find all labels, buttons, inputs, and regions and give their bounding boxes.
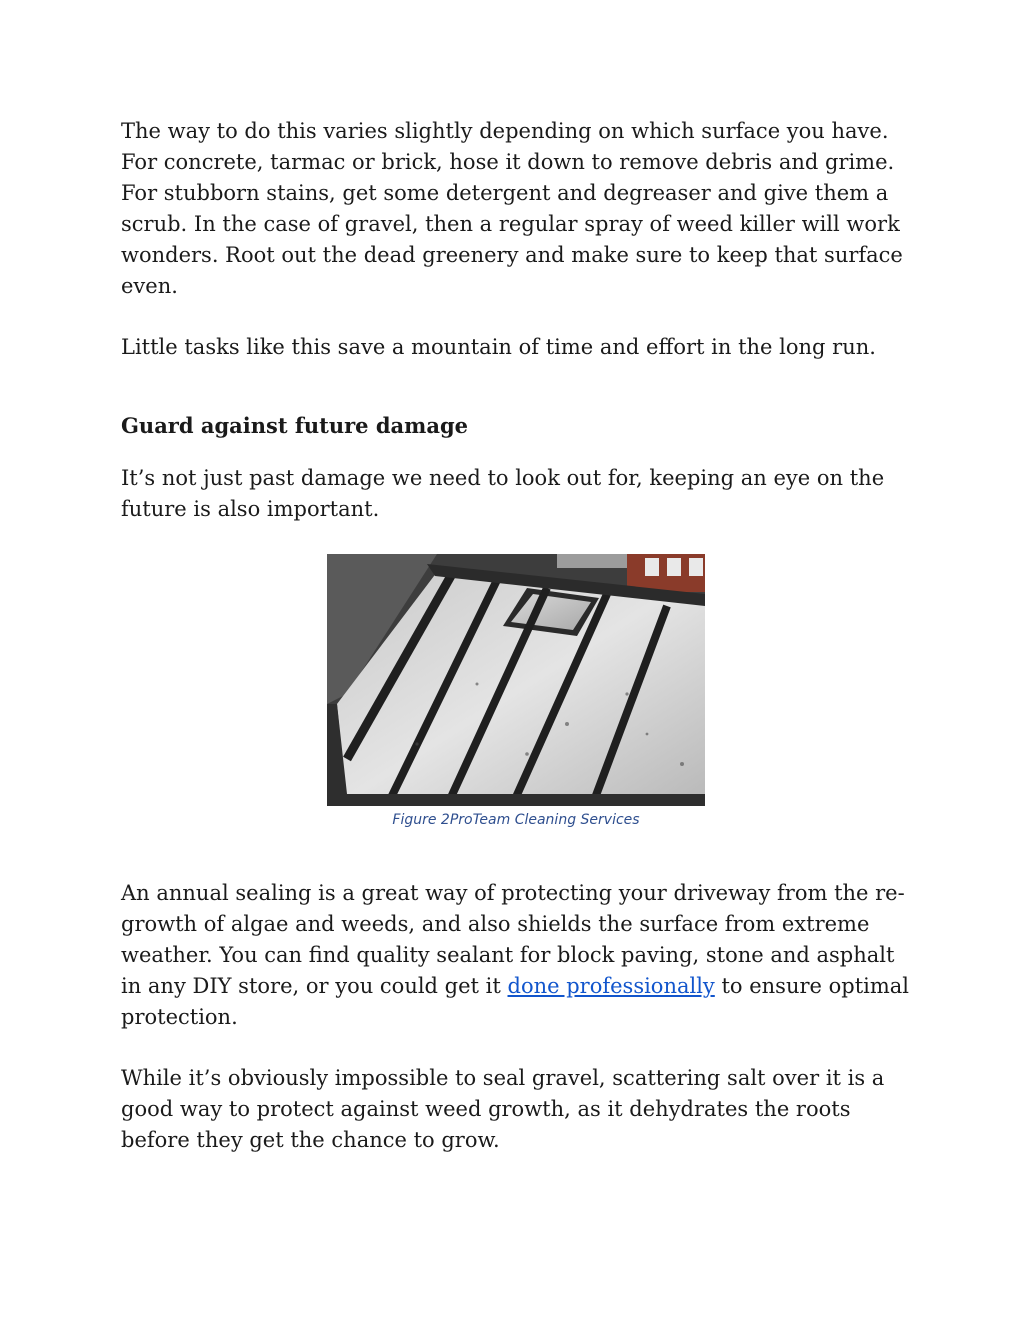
section-heading: Guard against future damage [121, 413, 469, 438]
figure-caption: Figure 2ProTeam Cleaning Services [392, 812, 640, 828]
paragraph-little-tasks: Little tasks like this save a mountain of time and effort in the long run. [121, 335, 876, 359]
figure [121, 554, 911, 828]
paragraph-annual-sealing [121, 878, 911, 1033]
paragraph-gravel-salt: While it’s obviously impossible to seal gravel, scattering salt over it is a good way to protect against weed growth, as it dehydrates the roots before they get the chance to grow. [121, 1066, 885, 1152]
document-page [121, 116, 911, 1156]
paragraph-surface-cleaning: The way to do this varies slightly depending on which surface you have. For concrete, tarmac or brick, hose it down to remove debris and grime. For stubborn stains, get some detergent and degreaser and give them a scrub. In the case of gravel, then a regular spray of weed killer will work wonders. Root out the dead greenery and make sure to keep that surface even. [121, 119, 903, 298]
done-professionally-link[interactable]: done professionally [507, 974, 715, 998]
sealing-text-after-link: to ensure optimal protection. [121, 974, 910, 1029]
sealing-text-before-link: An annual sealing is a great way of protecting your driveway from the re-growth of algae and weeds, and also shields the surface from extreme weather. You can find quality sealant for block paving, stone and asphalt in any DIY store, or you could get it [121, 881, 905, 998]
paragraph-future-damage: It’s not just past damage we need to look out for, keeping an eye on the future is also important. [121, 466, 885, 521]
conservatory-roof-photo [327, 554, 705, 806]
